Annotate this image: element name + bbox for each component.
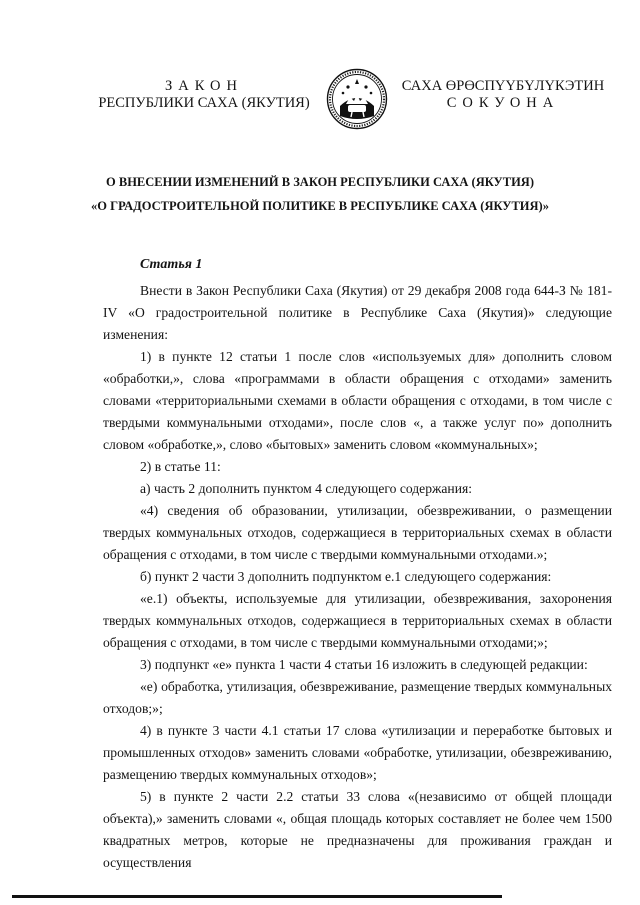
paragraph-item-5: 5) в пункте 2 части 2.2 статьи 33 слова «(независимо от общей площади объекта),» заменить словами «, общая площадь которых составляет не более чем 1500 квадратных метров, которые не предназначены для проживания граждан и осуществления [103, 789, 612, 870]
header-left-line2: РЕСПУБЛИКИ САХА (ЯКУТИЯ) [98, 95, 310, 111]
header-left [88, 78, 320, 112]
document-body [103, 254, 612, 874]
header-left-line1: ЗАКОН [165, 78, 243, 94]
coat-of-arms-emblem-icon [326, 68, 388, 130]
document-title [60, 170, 580, 218]
title-line2: «О ГРАДОСТРОИТЕЛЬНОЙ ПОЛИТИКЕ В РЕСПУБЛИКЕ САХА (ЯКУТИЯ)» [91, 199, 549, 213]
document-header [0, 68, 640, 132]
paragraph-item-3-text: «е) обработка, утилизация, обезвреживание, размещение твердых коммунальных отходов;»; [103, 679, 612, 716]
paragraph-item-1: 1) в пункте 12 статьи 1 после слов «используемых для» дополнить словом «обработки,», слова «программами в области обращения с отходами» заменить словами «территориальными схемами в области обращения с отходами, в том числе с твердыми коммунальными отходами», после слов «, а также услуг по» дополнить словом «обработке,», слово «бытовых» заменить словом «коммунальных»; [103, 349, 612, 452]
bottom-rule [12, 895, 502, 898]
paragraph-item-2: 2) в статье 11: [140, 459, 221, 474]
header-right-line2: СОКУОНА [446, 95, 560, 111]
paragraph-item-2b: б) пункт 2 части 3 дополнить подпунктом е.1 следующего содержания: [140, 569, 552, 584]
title-line1: О ВНЕСЕНИИ ИЗМЕНЕНИЙ В ЗАКОН РЕСПУБЛИКИ САХА (ЯКУТИЯ) [106, 175, 534, 189]
paragraph-item-2a-text: «4) сведения об образовании, утилизации, обезвреживании, о размещении твердых коммунальных отходов, содержащиеся в территориальных схемах в области обращения с отходами, в том числе с твердыми коммунальными отходами.»; [103, 503, 612, 562]
paragraph-item-3: 3) подпункт «е» пункта 1 части 4 статьи 16 изложить в следующей редакции: [140, 657, 588, 672]
paragraph-item-2a: а) часть 2 дополнить пунктом 4 следующего содержания: [140, 481, 473, 496]
article-heading: Статья 1 [140, 257, 203, 272]
paragraph-item-4: 4) в пункте 3 части 4.1 статьи 17 слова «утилизации и переработке бытовых и промышленных отходов» заменить словами «обработке, утилизации, обезвреживанию, размещению твердых коммунальных отходов»; [103, 723, 612, 782]
paragraph-intro: Внести в Закон Республики Саха (Якутия) от 29 декабря 2008 года 644-З № 181-IV «О градостроительной политике в Республике Саха (Якутия)» следующие изменения: [103, 283, 612, 342]
header-right-line1: САХА ӨРӨСПҮҮБҮЛҮКЭТИН [401, 78, 605, 94]
paragraph-item-2b-text: «е.1) объекты, используемые для утилизации, обезвреживания, захоронения твердых коммунальных отходов, содержащиеся в территориальных схемах в области обращения с отходами, в том числе с твердыми коммунальными отходами;»; [103, 591, 612, 650]
header-right [392, 78, 614, 112]
